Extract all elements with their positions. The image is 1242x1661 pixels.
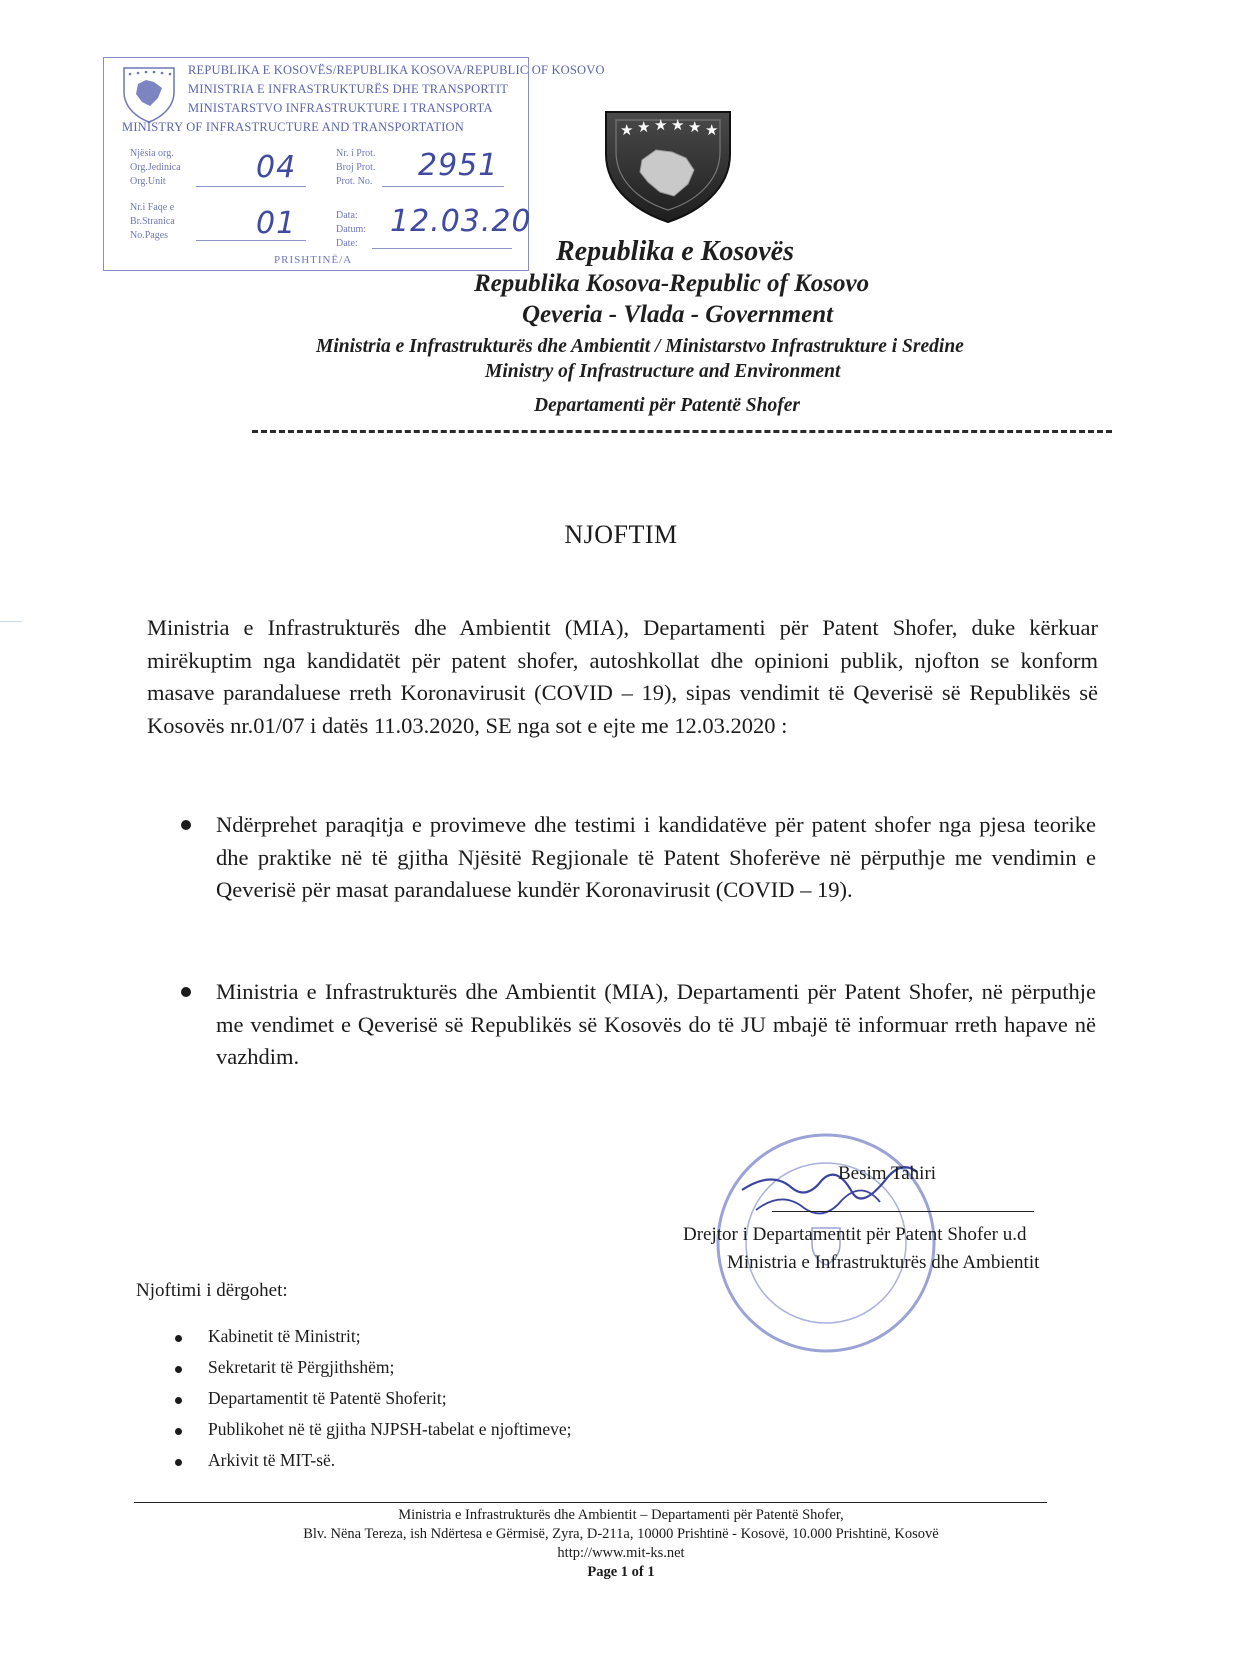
bullet-icon: [181, 820, 191, 830]
page-number: Page 1 of 1: [587, 1564, 655, 1580]
stamp-city: PRISHTINË/A: [274, 254, 353, 266]
svg-text:★: ★: [688, 118, 702, 136]
stamp-label: Br.Stranica: [130, 216, 175, 227]
header-republic-trilingual: Republika Kosova-Republic of Kosovo: [474, 270, 870, 297]
stamp-label: Prot. No.: [336, 176, 373, 187]
footer-url[interactable]: http://www.mit-ks.net: [557, 1545, 685, 1561]
stamp-prot-value: 2951: [418, 148, 499, 183]
stamp-field-line: [196, 186, 306, 187]
stamp-header-line: MINISTRIA E INFRASTRUKTURËS DHE TRANSPORTIT: [188, 82, 509, 96]
signatory-organization: Ministria e Infrastrukturës dhe Ambientit: [727, 1252, 1040, 1273]
header-government: Qeveria - Vlada - Government: [522, 301, 834, 328]
recipient-item: Arkivit të MIT-së.: [208, 1450, 336, 1470]
header-ministry-en: Ministry of Infrastructure and Environment: [485, 361, 841, 382]
bullet-icon: [181, 987, 191, 997]
stamp-header-line: MINISTARSTVO INFRASTRUKTURE I TRANSPORTA: [188, 101, 493, 115]
registry-stamp: [103, 57, 605, 271]
stamp-label: Datum:: [336, 224, 366, 235]
bullet-item: Ndërprehet paraqitja e provimeve dhe testimi i kandidatëve për patent shofer nga pjesa teorike dhe praktike në të gjitha Njësitë Regjionale të Patent Shoferëve në përputhje me vendimin e Qeverisë për masat parandaluese kundër Koronavirusit (COVID – 19).: [216, 812, 1096, 902]
recipients-heading: Njoftimi i dërgohet:: [136, 1280, 288, 1301]
stamp-label: Org.Unit: [130, 176, 166, 187]
recipient-item: Publikohet në të gjitha NJPSH-tabelat e njoftimeve;: [208, 1419, 572, 1439]
stamp-pages-value: 01: [256, 206, 297, 241]
stamp-label: Org.Jedinica: [130, 162, 181, 173]
bullet-icon: [175, 1397, 182, 1404]
footer-line: Ministria e Infrastrukturës dhe Ambientit – Departamenti për Patentë Shofer,: [398, 1507, 844, 1523]
stamp-label: Data:: [336, 210, 358, 221]
svg-text:★: ★: [654, 116, 668, 134]
header-ministry: Ministria e Infrastrukturës dhe Ambientit / Ministarstvo Infrastrukture i Sredine: [316, 336, 964, 357]
stamp-unit-value: 04: [256, 150, 297, 185]
stamp-field-line: [382, 186, 504, 187]
stamp-label: Nr.i Faqe e: [130, 202, 175, 213]
bullet-icon: [175, 1428, 182, 1435]
intro-paragraph: Ministria e Infrastrukturës dhe Ambientit (MIA), Departamenti për Patent Shofer, duke kërkuar mirëkuptim nga kandidatët për patent shofer, autoshkollat dhe opinioni publik, njofton se konform masave parandaluese rreth Koronavirusit (COVID – 19), sipas vendimit të Qeverisë së Republikës së Kosovës nr.01/07 i datës 11.03.2020, SE nga sot e ejte me 12.03.2020 :: [147, 615, 1098, 738]
stamp-header-line: MINISTRY OF INFRASTRUCTURE AND TRANSPORTATION: [122, 120, 465, 134]
signatory-role: Drejtor i Departamentit për Patent Shofer u.d: [683, 1224, 1027, 1245]
stamp-date-value: 12.03.20: [390, 204, 532, 239]
margin-mark: [0, 621, 22, 622]
bullet-icon: [175, 1366, 182, 1373]
recipient-item: Kabinetit të Ministrit;: [208, 1326, 361, 1346]
stamp-label: No.Pages: [130, 230, 169, 241]
recipient-item: Sekretarit të Përgjithshëm;: [208, 1357, 395, 1377]
svg-text:★: ★: [705, 121, 719, 139]
coat-of-arms-icon: [602, 108, 734, 226]
stamp-header-line: REPUBLIKA E KOSOVËS/REPUBLIKA KOSOVA/REPUBLIC OF KOSOVO: [188, 63, 605, 77]
stamp-field-line: [372, 248, 512, 249]
svg-text:★: ★: [671, 116, 685, 134]
bullet-icon: [175, 1335, 182, 1342]
footer-divider: [134, 1502, 1047, 1503]
bullet-icon: [175, 1459, 182, 1466]
stamp-label: Nr. i Prot.: [336, 148, 376, 159]
footer-address: Blv. Nëna Tereza, ish Ndërtesa e Gërmisë, Zyra, D-211a, 10000 Prishtinë - Kosovë, 10.000 Prishtinë, Kosovë: [303, 1526, 939, 1542]
recipient-item: Departamentit të Patentë Shoferit;: [208, 1388, 447, 1408]
kosovo-emblem-icon: [116, 62, 182, 126]
stamp-label: Broj Prot.: [336, 162, 376, 173]
bullet-item: Ministria e Infrastrukturës dhe Ambientit (MIA), Departamenti për Patent Shofer, në përputhje me vendimet e Qeverisë së Republikës së Kosovës do të JU mbajë të informuar rreth hapave në vazhdim.: [216, 979, 1096, 1069]
header-divider: [252, 430, 1112, 433]
notice-title: NJOFTIM: [564, 520, 678, 549]
signatory-name: Besim Tahiri: [838, 1163, 937, 1184]
header-republic: Republika e Kosovës: [556, 236, 794, 267]
signature-line: [772, 1211, 1034, 1212]
svg-text:★: ★: [637, 118, 651, 136]
header-department: Departamenti për Patentë Shofer: [534, 395, 800, 416]
stamp-label: Date:: [336, 238, 358, 249]
svg-text:★: ★: [620, 121, 634, 139]
stamp-label: Njësia org.: [130, 148, 174, 159]
